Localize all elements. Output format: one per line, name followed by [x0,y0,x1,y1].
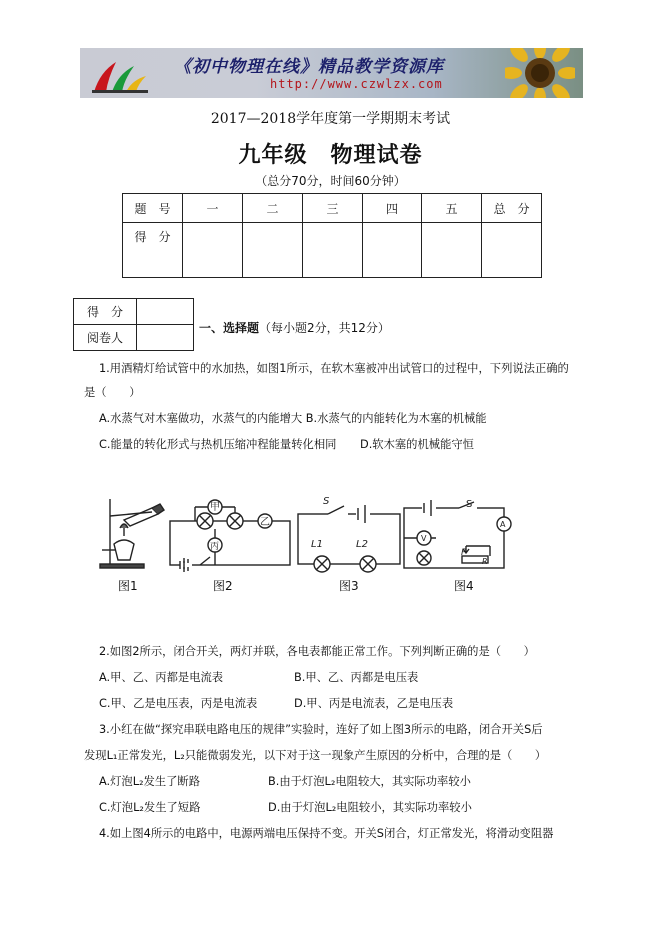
q2-stem: 2.如图2所示，闭合开关，两灯并联，各电表都能正常工作。下列判断正确的是（ ） [99,645,535,658]
exam-title: 九年级 物理试卷 [238,142,423,168]
fig4-ammeter-label: A [500,520,506,529]
q3-option-b: B.由于灯泡L₂电阻较大，其实际功率较小 [268,775,471,788]
score-cell[interactable] [363,223,422,278]
q3-option-a: A.灯泡L₂发生了断路 [99,775,201,788]
score-table-header: 四 [363,194,422,223]
score-cell[interactable] [482,223,542,278]
grader-name-cell[interactable] [137,325,194,351]
q1-stem-line1: 1.用酒精灯给试管中的水加热，如图1所示，在软木塞被冲出试管口的过程中，下列说法正确的 [99,362,569,375]
fig3-label: 图3 [339,579,359,593]
fig4-label: 图4 [454,579,474,593]
fig4-slider-label: P [461,548,467,558]
score-table-header: 五 [422,194,482,223]
fig2-meter-jia: 甲 [210,502,220,513]
fig3-lamp1-label: L1 [311,539,323,550]
fig1-label: 图1 [118,579,138,593]
score-cell[interactable] [422,223,482,278]
site-logo [90,52,150,94]
fig1-apparatus [100,499,164,568]
score-row-label: 得 分 [123,223,183,278]
score-table [122,193,542,278]
score-cell[interactable] [183,223,243,278]
q1-option-d: D.软木塞的机械能守恒 [360,438,474,451]
q3-option-c: C.灯泡L₂发生了短路 [99,801,201,814]
grader-name-label: 阅卷人 [74,325,137,351]
exam-subtitle: 2017—2018学年度第一学期期末考试 [210,111,451,127]
fig2-circuit [170,500,290,572]
score-table-header: 总 分 [482,194,542,223]
grader-score-cell[interactable] [137,299,194,325]
score-table-header: 题 号 [123,194,183,223]
score-table-header: 一 [183,194,243,223]
score-table-header: 二 [243,194,303,223]
grader-table [73,298,194,351]
banner-url: http://www.czwlzx.com [270,77,443,91]
fig4-voltmeter-label: V [421,534,427,543]
fig3-switch-label: S [323,496,330,507]
fig4-switch-label: S [466,499,473,510]
fig2-meter-bing: 丙 [210,542,220,552]
banner-site-title: 《初中物理在线》精品教学资源库 [174,57,444,77]
q1-stem-line2: 是（ ） [84,386,141,399]
fig2-label: 图2 [213,579,233,593]
section-title: 一、选择题 [199,321,260,335]
section-heading [199,319,390,336]
fig4-resistor-label: R [482,557,488,566]
q2-option-c: C.甲、乙是电压表，丙是电流表 [99,697,258,710]
fig3-lamp2-label: L2 [356,539,368,550]
q2-option-a: A.甲、乙、丙都是电流表 [99,671,224,684]
q2-option-b: B.甲、乙、丙都是电压表 [294,671,419,684]
q3-stem-line2: 发现L₁正常发光，L₂只能微弱发光，以下对于这一现象产生原因的分析中，合理的是（ ） [84,749,547,762]
header-banner [80,48,583,98]
figures-row [94,494,588,574]
sunflower-image [505,48,575,98]
grader-score-label: 得 分 [74,299,137,325]
q1-option-ab: A.水蒸气对木塞做功，水蒸气的内能增大 B.水蒸气的内能转化为木塞的机械能 [99,412,487,425]
score-cell[interactable] [303,223,363,278]
fig2-meter-yi: 乙 [260,517,270,528]
score-table-header: 三 [303,194,363,223]
q3-option-d: D.由于灯泡L₂电阻较小，其实际功率较小 [268,801,472,814]
score-note: （总分70分，时间60分钟） [255,174,406,188]
score-table-header-row [123,194,542,223]
q1-option-c: C.能量的转化形式与热机压缩冲程能量转化相同 [99,438,337,451]
score-cell[interactable] [243,223,303,278]
q3-stem-line1: 3.小红在做“探究串联电路电压的规律”实验时，连好了如上图3所示的电路，闭合开关S后 [99,723,543,736]
score-table-score-row [123,223,542,278]
q4-stem: 4.如上图4所示的电路中，电源两端电压保持不变。开关S闭合，灯正常发光，将滑动变阻器 [99,827,554,840]
q2-option-d: D.甲、丙是电流表，乙是电压表 [294,697,454,710]
section-note: （每小题2分，共12分） [259,321,390,335]
